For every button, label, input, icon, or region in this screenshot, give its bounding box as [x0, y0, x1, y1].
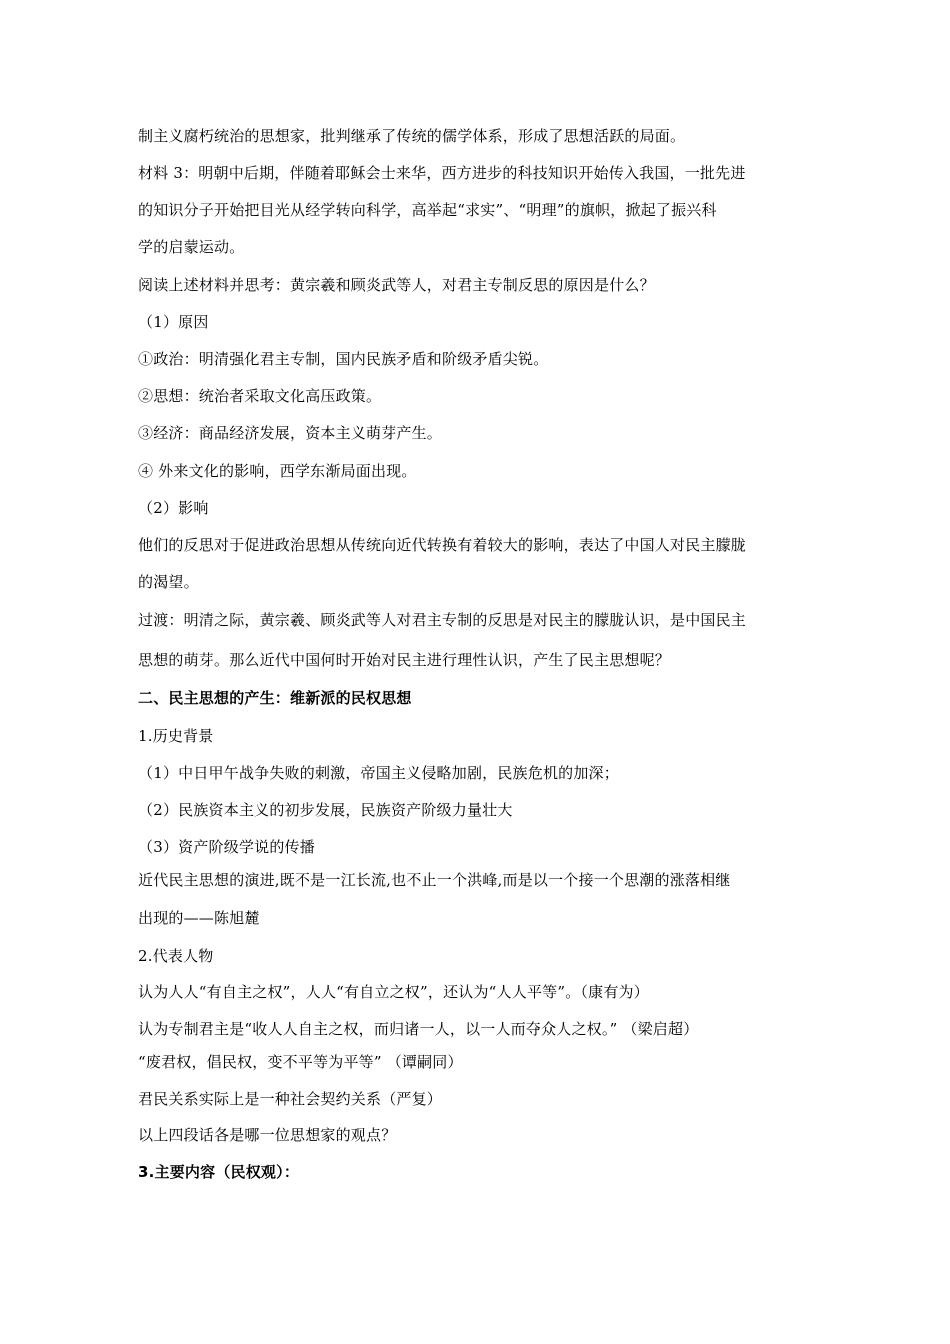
text-line: ②思想：统治者采取文化高压政策。 — [138, 387, 382, 405]
section-heading: 二、民主思想的产生：维新派的民权思想 — [138, 689, 412, 707]
text-line: 的知识分子开始把目光从经学转向科学，高举起“求实”、“明理”的旗帜，掀起了振兴科 — [138, 201, 717, 219]
text-line: 认为专制君主是“收人人自主之权，而归诸一人，以一人而夺众人之权。” （梁启超） — [138, 1020, 699, 1038]
text-line: （1）原因 — [138, 313, 209, 331]
text-line: 材料 3：明朝中后期，伴随着耶稣会士来华，西方进步的科技知识开始传入我国，一批先进 — [138, 164, 746, 182]
text-line: 2.代表人物 — [138, 947, 214, 965]
text-line: 近代民主思想的演进,既不是一江长流,也不止一个洪峰,而是以一个接一个思潮的涨落相继 — [138, 871, 731, 889]
text-line: 过渡：明清之际，黄宗羲、顾炎武等人对君主专制的反思是对民主的朦胧认识，是中国民主 — [138, 611, 747, 629]
text-line: ③经济：商品经济发展，资本主义萌芽产生。 — [138, 424, 443, 442]
text-line: （3）资产阶级学说的传播 — [138, 838, 315, 856]
text-line: 思想的萌芽。那么近代中国何时开始对民主进行理性认识，产生了民主思想呢？ — [138, 651, 671, 669]
text-line: 1.历史背景 — [138, 727, 214, 745]
text-line: （2）影响 — [138, 499, 209, 517]
text-line: 学的启蒙运动。 — [138, 238, 245, 256]
text-line: （1）中日甲午战争失败的刺激，帝国主义侵略加剧，民族危机的加深； — [138, 764, 619, 782]
text-line: 制主义腐朽统治的思想家，批判继承了传统的儒学体系，形成了思想活跃的局面。 — [138, 127, 686, 145]
text-line: 以上四段话各是哪一位思想家的观点？ — [138, 1126, 397, 1144]
text-line: 他们的反思对于促进政治思想从传统向近代转换有着较大的影响，表达了中国人对民主朦胧 — [138, 536, 747, 554]
text-line: 阅读上述材料并思考：黄宗羲和顾炎武等人，对君主专制反思的原因是什么？ — [138, 276, 655, 294]
text-line: 的渴望。 — [138, 573, 199, 591]
text-line: ④ 外来文化的影响，西学东渐局面出现。 — [138, 462, 417, 480]
text-line: （2）民族资本主义的初步发展，民族资产阶级力量壮大 — [138, 801, 513, 819]
text-line: 出现的——陈旭麓 — [138, 909, 260, 927]
text-line: “废君权，倡民权，变不平等为平等” （谭嗣同） — [138, 1053, 463, 1071]
text-line: 君民关系实际上是一种社会契约关系（严复） — [138, 1090, 443, 1108]
subsection-heading: 3.主要内容（民权观）： — [138, 1163, 300, 1181]
text-line: ①政治：明清强化君主专制，国内民族矛盾和阶级矛盾尖锐。 — [138, 350, 549, 368]
text-line: 认为人人“有自主之权”，人人“有自立之权”，还认为“人人平等”。（康有为） — [138, 983, 649, 1001]
